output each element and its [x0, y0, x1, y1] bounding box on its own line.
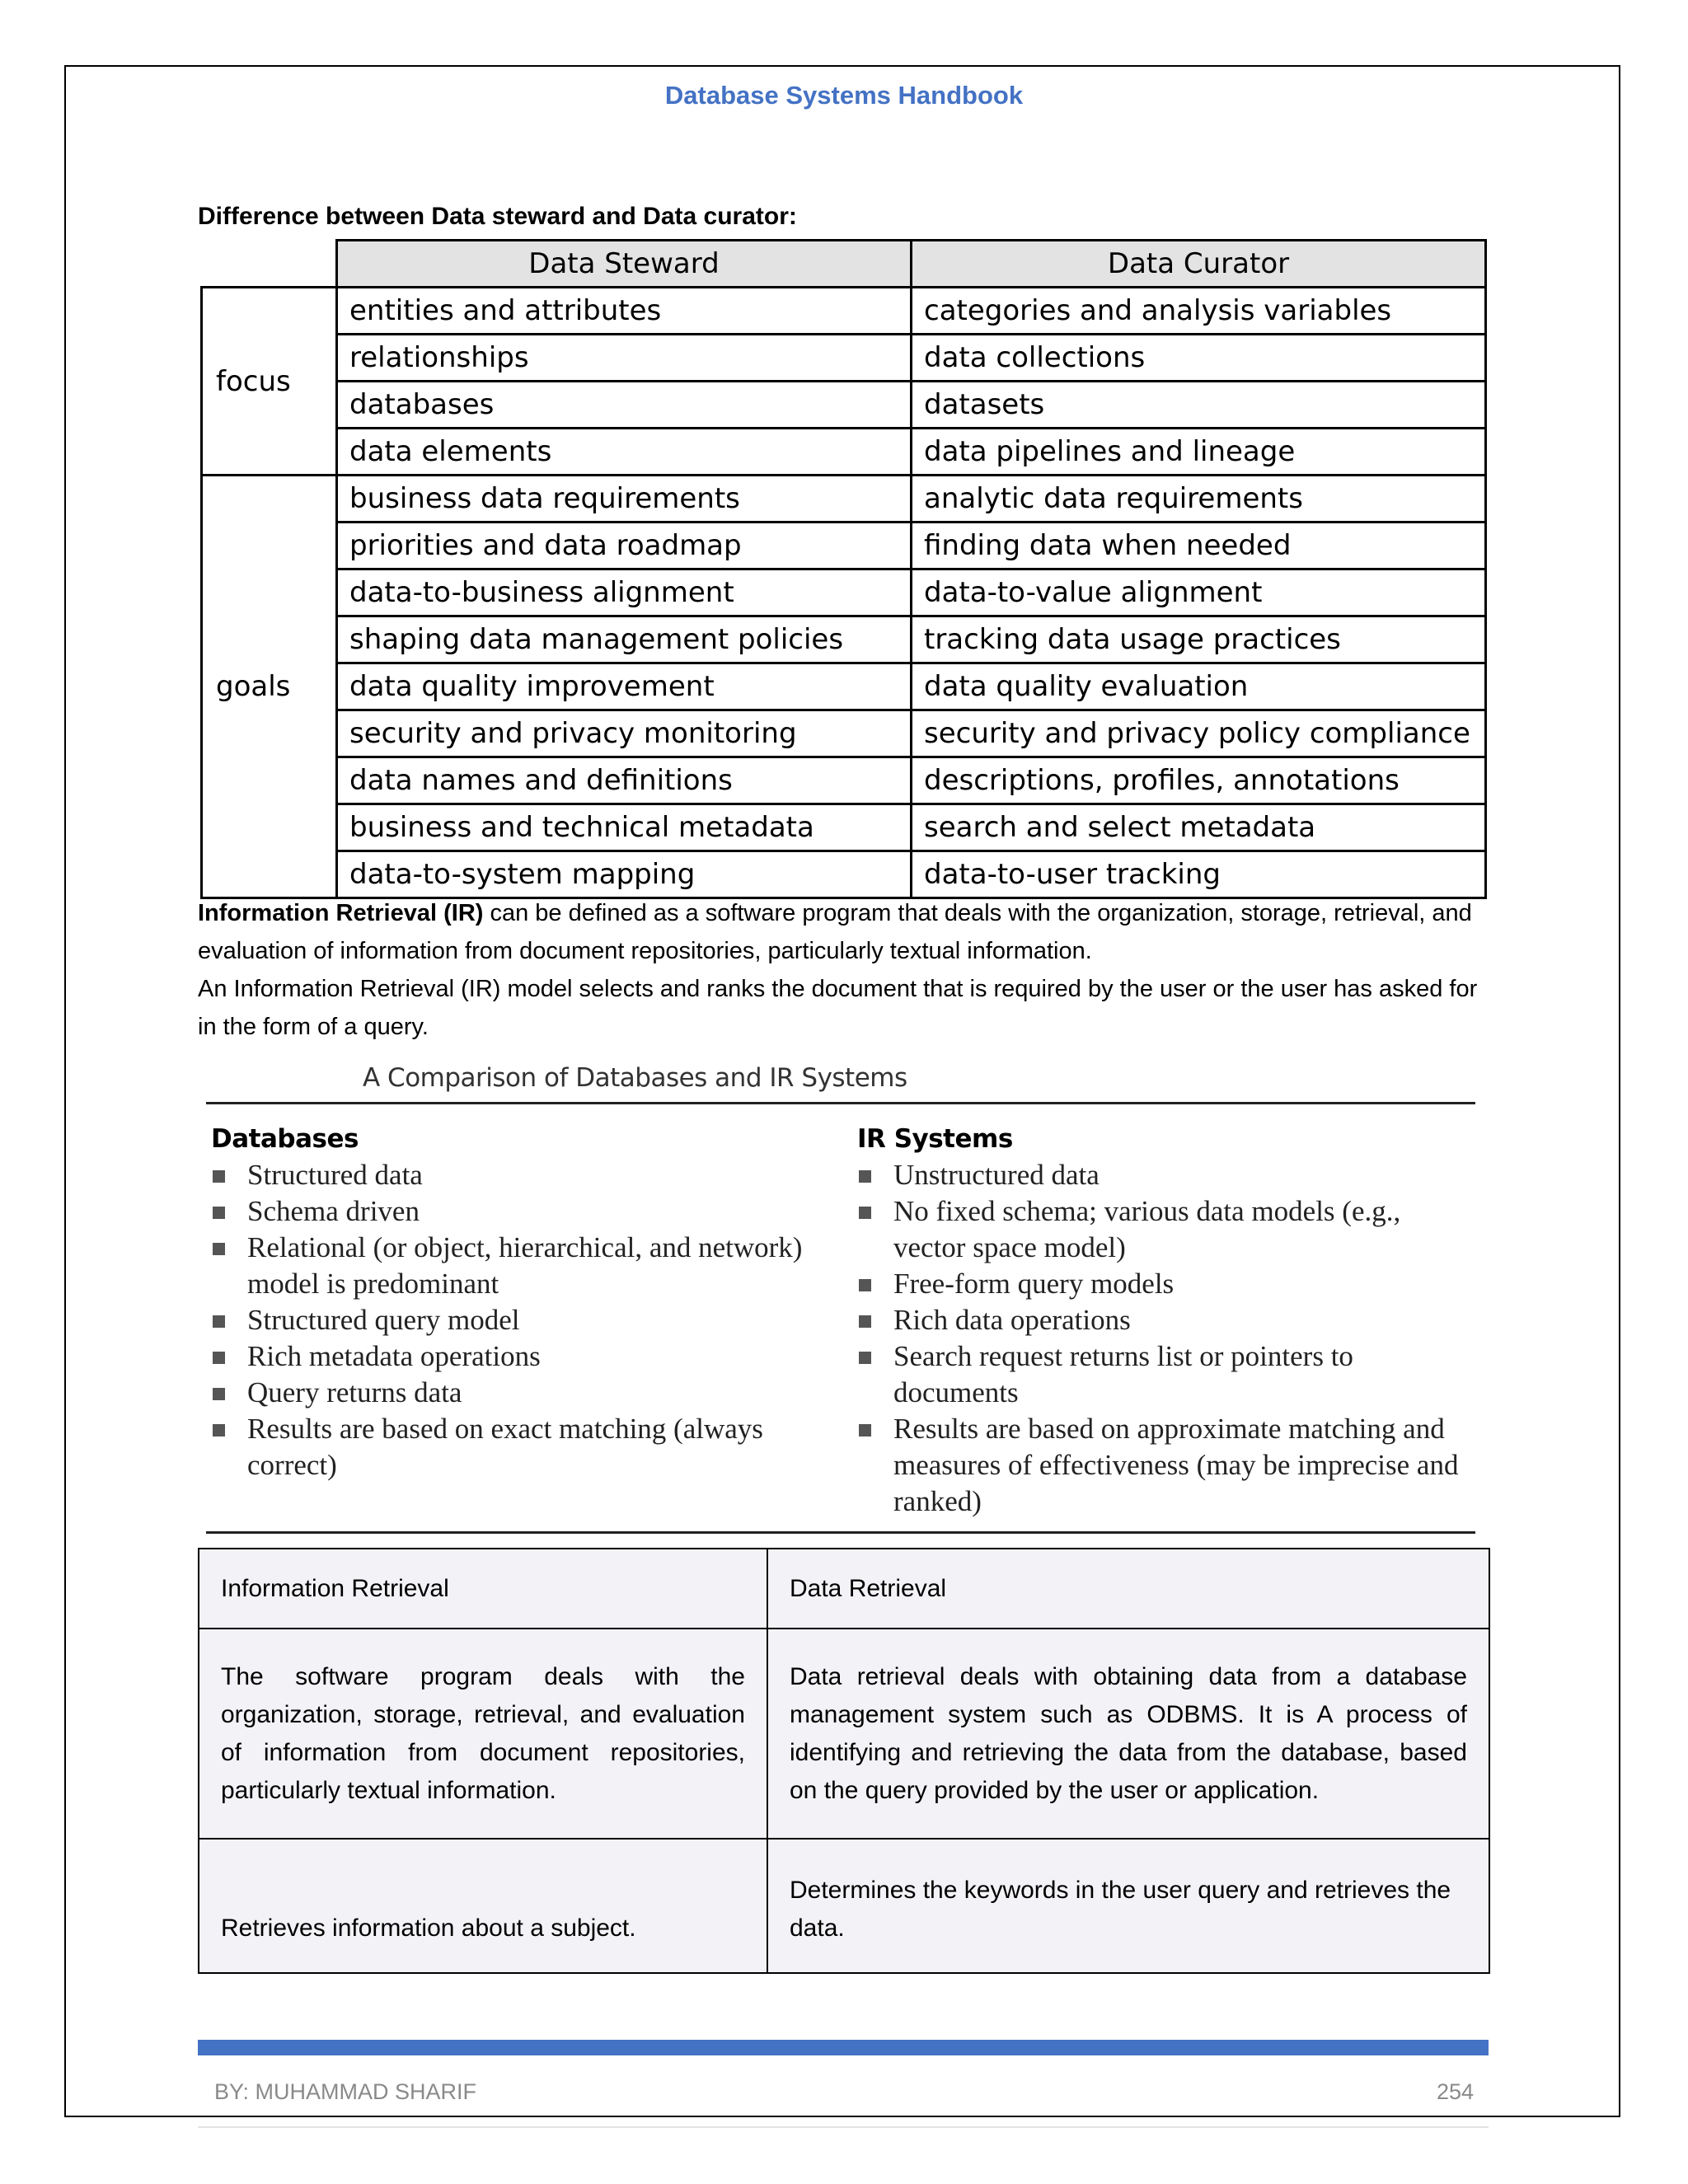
- list-item-text: Structured data: [247, 1159, 423, 1191]
- table-row: [202, 663, 1486, 710]
- dr-definition-cell: Data retrieval deals with obtaining data from a database management system such as ODBMS. It is A process of identifying and retrieving the data from the database, based on the query provided by the user or application.: [767, 1629, 1489, 1839]
- steward-cell: databases: [337, 382, 912, 429]
- curator-cell: finding data when needed: [912, 523, 1486, 569]
- steward-cell: entities and attributes: [337, 288, 912, 335]
- steward-cell: security and privacy monitoring: [337, 710, 912, 757]
- curator-cell: datasets: [912, 382, 1486, 429]
- curator-cell: descriptions, profiles, annotations: [912, 757, 1486, 804]
- steward-cell: business data requirements: [337, 476, 912, 523]
- list-item: [857, 1302, 1467, 1338]
- list-item: [857, 1157, 1467, 1193]
- curator-cell: data collections: [912, 335, 1486, 382]
- table-header-row: [199, 1549, 1489, 1629]
- databases-list: [211, 1157, 821, 1483]
- table-header-row: [202, 241, 1486, 288]
- list-item: [211, 1338, 821, 1375]
- list-item-text: Search request returns list or pointers to documents: [893, 1340, 1353, 1408]
- table-row: [199, 1629, 1489, 1839]
- list-item: [211, 1157, 821, 1193]
- ir-vs-dr-table: [198, 1548, 1490, 1974]
- square-bullet-icon: [213, 1388, 225, 1400]
- column-header-data-curator: Data Curator: [912, 241, 1486, 288]
- curator-cell: security and privacy policy compliance: [912, 710, 1486, 757]
- ir-systems-list: [857, 1157, 1467, 1520]
- footer-page-number: 254: [1436, 2079, 1474, 2104]
- table-row: [202, 288, 1486, 335]
- curator-cell: data-to-value alignment: [912, 569, 1486, 616]
- square-bullet-icon: [859, 1279, 871, 1291]
- list-item: [211, 1411, 821, 1483]
- list-item: [211, 1302, 821, 1338]
- category-focus: focus: [202, 288, 337, 476]
- table-row: [202, 851, 1486, 898]
- curator-cell: tracking data usage practices: [912, 616, 1486, 663]
- databases-title: Databases: [211, 1124, 359, 1154]
- table-row: [202, 429, 1486, 476]
- square-bullet-icon: [859, 1170, 871, 1183]
- curator-cell: categories and analysis variables: [912, 288, 1486, 335]
- steward-cell: data elements: [337, 429, 912, 476]
- footer-accent-bar: [198, 2040, 1489, 2055]
- curator-cell: search and select metadata: [912, 804, 1486, 851]
- section-heading: Difference between Data steward and Data curator:: [198, 203, 797, 230]
- square-bullet-icon: [213, 1207, 225, 1219]
- column-header-data-steward: Data Steward: [337, 241, 912, 288]
- comparison-bottom-rule: [206, 1531, 1475, 1534]
- square-bullet-icon: [859, 1207, 871, 1219]
- curator-cell: analytic data requirements: [912, 476, 1486, 523]
- databases-column: [211, 1121, 821, 1483]
- list-item: [211, 1375, 821, 1411]
- header-information-retrieval: Information Retrieval: [199, 1549, 767, 1629]
- steward-cell: data-to-business alignment: [337, 569, 912, 616]
- steward-cell: relationships: [337, 335, 912, 382]
- list-item: [211, 1230, 821, 1302]
- square-bullet-icon: [213, 1424, 225, 1436]
- footer-rule: [198, 2126, 1489, 2128]
- list-item-text: Rich data operations: [893, 1304, 1131, 1336]
- table-row: [202, 382, 1486, 429]
- ir-definition-text: can be defined as a software program that deals with the organization, storage, retrieval, and evaluation of information from document repositories, particularly textual information.: [198, 900, 1472, 964]
- list-item: [857, 1266, 1467, 1302]
- dr-summary-cell: Determines the keywords in the user query and retrieves the data.: [767, 1839, 1489, 1973]
- footer-author: BY: MUHAMMAD SHARIF: [214, 2079, 477, 2104]
- list-item-text: Relational (or object, hierarchical, and network) model is predominant: [247, 1231, 803, 1300]
- curator-cell: data quality evaluation: [912, 663, 1486, 710]
- table-row: [202, 804, 1486, 851]
- table-row: [202, 523, 1486, 569]
- steward-cell: data quality improvement: [337, 663, 912, 710]
- list-item-text: No fixed schema; various data models (e.g., vector space model): [893, 1195, 1401, 1263]
- steward-cell: business and technical metadata: [337, 804, 912, 851]
- header-data-retrieval: Data Retrieval: [767, 1549, 1489, 1629]
- list-item-text: Query returns data: [247, 1376, 462, 1408]
- list-item-text: Results are based on approximate matching and measures of effectiveness (may be imprecise and ranked): [893, 1413, 1459, 1517]
- table-row: [202, 757, 1486, 804]
- table-row: [202, 476, 1486, 523]
- steward-cell: priorities and data roadmap: [337, 523, 912, 569]
- square-bullet-icon: [213, 1170, 225, 1183]
- square-bullet-icon: [859, 1315, 871, 1328]
- list-item-text: Structured query model: [247, 1304, 520, 1336]
- list-item: [857, 1338, 1467, 1411]
- steward-curator-body: [202, 288, 1486, 898]
- list-item-text: Free-form query models: [893, 1268, 1175, 1300]
- comparison-caption: A Comparison of Databases and IR Systems: [363, 1063, 907, 1093]
- page-header-title: Database Systems Handbook: [664, 81, 1024, 110]
- ir-summary-cell: Retrieves information about a subject.: [199, 1839, 767, 1973]
- ir-term: Information Retrieval (IR): [198, 900, 484, 926]
- steward-curator-table: [200, 239, 1487, 899]
- table-row: [202, 616, 1486, 663]
- ir-systems-title: IR Systems: [857, 1124, 1013, 1154]
- list-item-text: Unstructured data: [893, 1159, 1100, 1191]
- comparison-top-rule: [206, 1102, 1475, 1104]
- table-row: [199, 1839, 1489, 1973]
- list-item: [857, 1411, 1467, 1520]
- list-item-text: Schema driven: [247, 1195, 420, 1227]
- table-row: [202, 335, 1486, 382]
- square-bullet-icon: [859, 1352, 871, 1364]
- ir-model-paragraph: An Information Retrieval (IR) model selects and ranks the document that is required by the user or the user has asked for in the form of a query.: [198, 976, 1478, 1040]
- steward-cell: data names and definitions: [337, 757, 912, 804]
- square-bullet-icon: [859, 1424, 871, 1436]
- table-row: [202, 710, 1486, 757]
- category-goals: goals: [202, 476, 337, 898]
- table-row: [202, 569, 1486, 616]
- list-item-text: Results are based on exact matching (always correct): [247, 1413, 763, 1481]
- curator-cell: data pipelines and lineage: [912, 429, 1486, 476]
- ir-systems-column: [857, 1121, 1467, 1520]
- ir-definition-paragraph: [198, 894, 1500, 970]
- list-item: [857, 1193, 1467, 1266]
- list-item: [211, 1193, 821, 1230]
- ir-definition-cell: The software program deals with the organization, storage, retrieval, and evaluation of information from document repositories, particularly textual information.: [199, 1629, 767, 1839]
- list-item-text: Rich metadata operations: [247, 1340, 541, 1372]
- square-bullet-icon: [213, 1315, 225, 1328]
- square-bullet-icon: [213, 1352, 225, 1364]
- square-bullet-icon: [213, 1243, 225, 1255]
- steward-cell: data-to-system mapping: [337, 851, 912, 898]
- curator-cell: data-to-user tracking: [912, 851, 1486, 898]
- blank-corner-cell: [202, 241, 337, 288]
- steward-cell: shaping data management policies: [337, 616, 912, 663]
